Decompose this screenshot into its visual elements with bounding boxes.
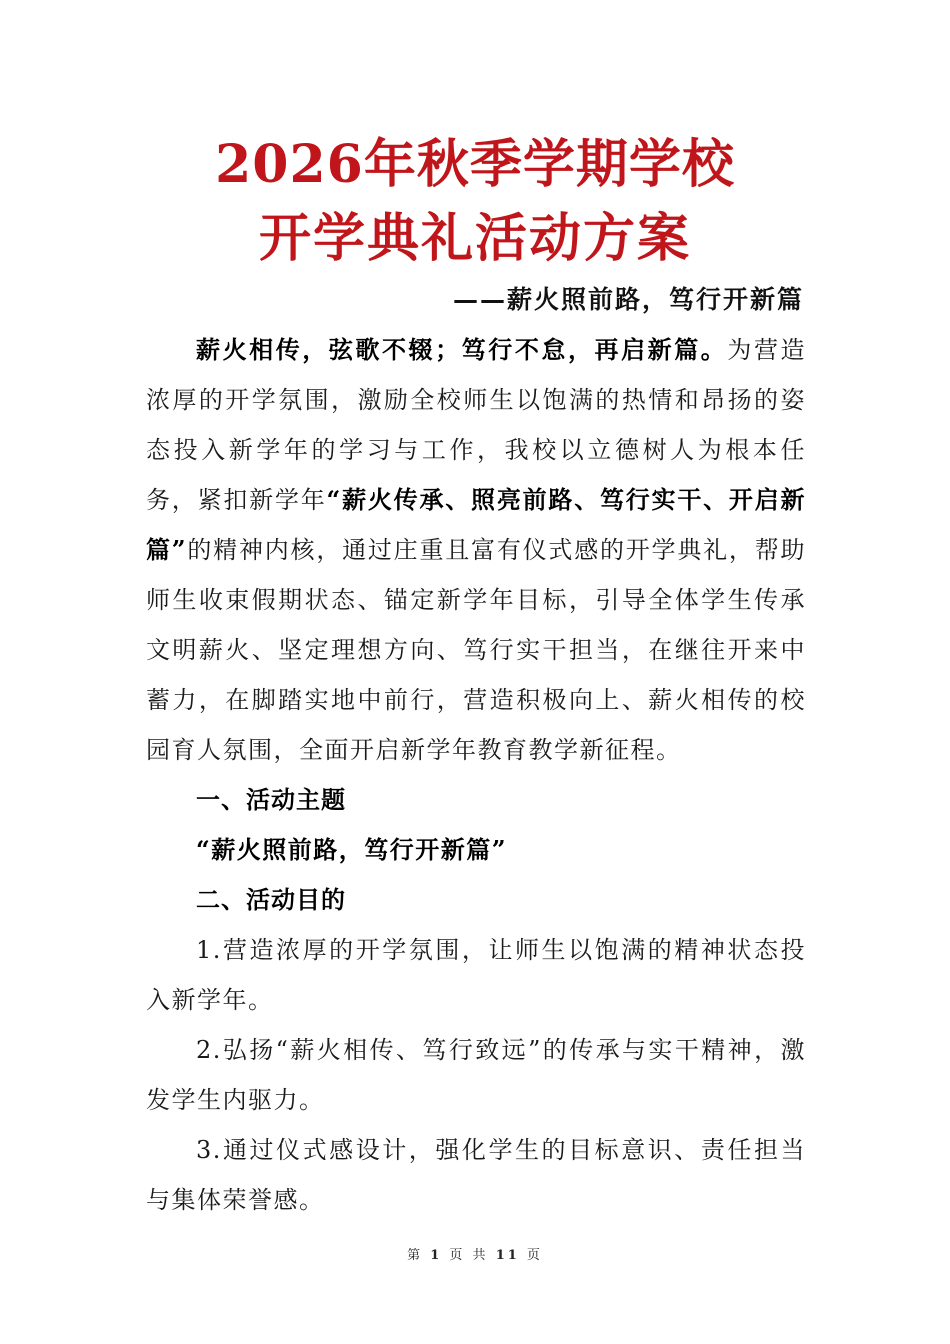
purpose-item-1: 1.营造浓厚的开学氛围，让师生以饱满的精神状态投入新学年。 [146, 936, 806, 1014]
subtitle: ——薪火照前路，笃行开新篇 [452, 285, 804, 314]
footer-middle: 页 共 [449, 1248, 489, 1263]
activity-theme: “薪火照前路，笃行开新篇” [196, 835, 508, 864]
section-2-heading: 二、活动目的 [196, 886, 346, 914]
intro-text-2: 的精神内核，通过庄重且富有仪式感的开学典礼，帮助师生收束假期状态、锚定新学年目标，引导全体学生传承文明薪火、坚定理想方向、笃行实干担当，在继往开来中蓄力，在脚踏实地中前行，营造积极向上、薪火相传的校园育人氛围，全面开启新学年教育教学新征程。 [146, 536, 806, 764]
document-body [146, 325, 806, 1225]
intro-text-1: 为营造浓厚的开学氛围，激励全校师生以饱满的热情和昂扬的姿态投入新学年的学习与工作，我校以立德树人为根本任务，紧扣新学年 [146, 336, 807, 514]
footer-suffix: 页 [526, 1248, 543, 1263]
footer-total-pages: 11 [495, 1248, 520, 1263]
footer-prefix: 第 [407, 1248, 424, 1263]
title-line-1: 2026年秋季学期学校 [215, 134, 735, 195]
intro-bold-mid: “薪火传承、照亮前路、笃行实干、开启新篇” [146, 485, 806, 564]
intro-bold-lead: 薪火相传，弦歌不辍；笃行不怠，再启新篇。 [196, 335, 728, 364]
purpose-item-3: 3.通过仪式感设计，强化学生的目标意识、责任担当与集体荣誉感。 [146, 1136, 806, 1214]
footer-page-number: 1 [430, 1248, 443, 1263]
purpose-item-2: 2.弘扬“薪火相传、笃行致远”的传承与实干精神，激发学生内驱力。 [146, 1036, 806, 1114]
section-1-heading: 一、活动主题 [196, 786, 346, 814]
title-line-2: 开学典礼活动方案 [258, 208, 691, 269]
page-footer [0, 1244, 950, 1263]
intro-paragraph [146, 325, 806, 775]
